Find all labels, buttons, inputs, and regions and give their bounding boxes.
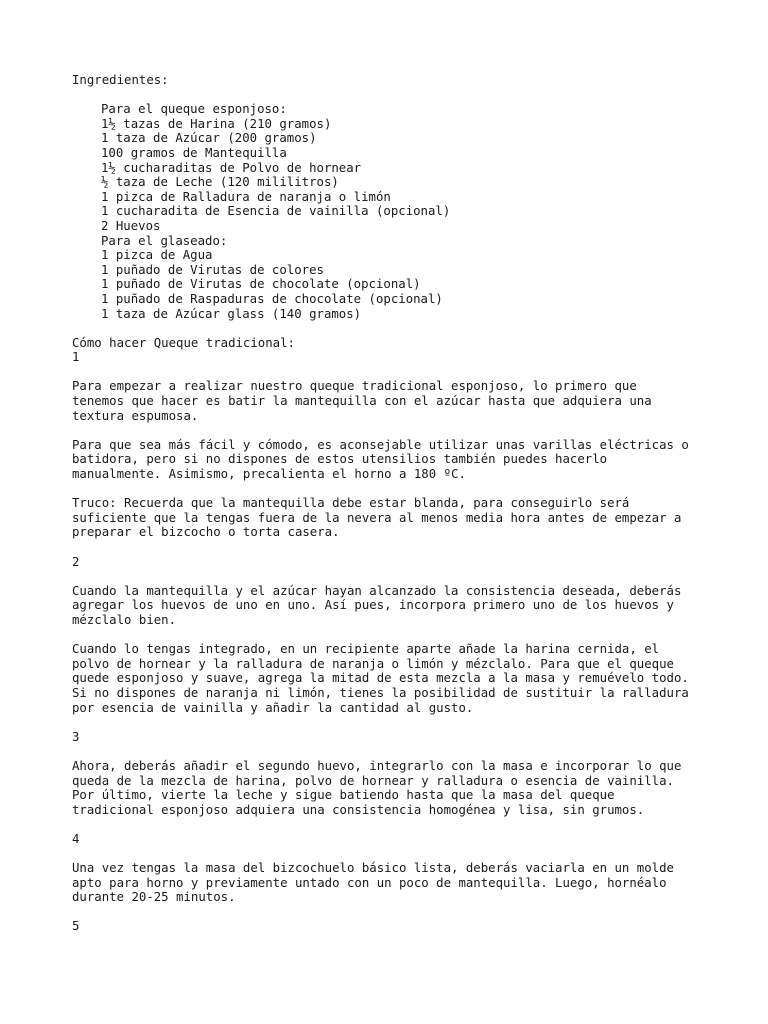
paragraph-line: Para que sea más fácil y cómodo, es aconsejable utilizar unas varillas eléctricas o xyxy=(72,437,689,452)
step-number: 1 xyxy=(72,350,80,365)
document-page xyxy=(72,73,712,934)
spacer xyxy=(72,628,712,643)
glaze-heading: Para el glaseado: xyxy=(101,233,228,248)
ingredient-item: 1 pizca de Ralladura de naranja o limón xyxy=(101,189,391,204)
spacer xyxy=(72,817,712,832)
ingredient-item: 1½ cucharaditas de Polvo de hornear xyxy=(101,160,362,175)
ingredient-item: 2 Huevos xyxy=(101,218,161,233)
ingredient-item: 1 puñado de Virutas de colores xyxy=(101,262,324,277)
paragraph-line: Cuando la mantequilla y el azúcar hayan alcanzado la consistencia deseada, deberás xyxy=(72,583,682,598)
spacer xyxy=(72,482,712,497)
step-number: 3 xyxy=(72,729,80,744)
paragraph-line: mézclalo bien. xyxy=(72,612,177,627)
ingredients-list xyxy=(72,102,712,321)
ingredient-item: 100 gramos de Mantequilla xyxy=(101,145,287,160)
paragraph-line: tenemos que hacer es batir la mantequilla con el azúcar hasta que adquiera una xyxy=(72,394,652,409)
ingredient-item: 1 taza de Azúcar (200 gramos) xyxy=(101,131,317,146)
paragraph-line: polvo de hornear y la ralladura de naranja o limón y mézclalo. Para que el queque xyxy=(72,656,674,671)
spacer xyxy=(72,846,712,861)
spacer xyxy=(72,569,712,584)
tip-paragraph xyxy=(72,496,712,540)
paragraph-line: preparar el bizcocho o torta casera. xyxy=(72,525,340,540)
paragraph-line: quede esponjoso y suave, agrega la mitad de esta mezcla a la masa y remuévelo todo. xyxy=(72,671,689,686)
paragraph-line: queda de la mezcla de harina, polvo de hornear y ralladura o esencia de vainilla. xyxy=(72,773,674,788)
paragraph-line: suficiente que la tengas fuera de la nevera al menos media hora antes de empezar a xyxy=(72,510,682,525)
step-paragraph xyxy=(72,438,712,482)
paragraph-line: Para empezar a realizar nuestro queque tradicional esponjoso, lo primero que xyxy=(72,379,637,394)
spacer xyxy=(72,321,712,336)
ingredient-item: 1½ tazas de Harina (210 gramos) xyxy=(101,116,332,131)
ingredient-item: 1 puñado de Raspaduras de chocolate (opcional) xyxy=(101,291,443,306)
step-paragraph xyxy=(72,861,712,905)
ingredient-item: 1 taza de Azúcar glass (140 gramos) xyxy=(101,306,362,321)
ingredient-item: 1 pizca de Agua xyxy=(101,248,213,263)
spacer xyxy=(72,423,712,438)
spacer xyxy=(72,88,712,103)
step-paragraph xyxy=(72,642,712,715)
paragraph-line: Cuando lo tengas integrado, en un recipiente aparte añade la harina cernida, el xyxy=(72,642,660,657)
paragraph-line: Ahora, deberás añadir el segundo huevo, integrarlo con la masa e incorporar lo que xyxy=(72,758,682,773)
sponge-heading: Para el queque esponjoso: xyxy=(101,102,287,117)
paragraph-line: tradicional esponjoso adquiera una consistencia homogénea y lisa, sin grumos. xyxy=(72,802,645,817)
paragraph-line: agregar los huevos de uno en uno. Así pues, incorpora primero uno de los huevos y xyxy=(72,598,674,613)
paragraph-line: Una vez tengas la masa del bizcochuelo básico lista, deberás vaciarla en un molde xyxy=(72,861,674,876)
paragraph-line: apto para horno y previamente untado con un poco de mantequilla. Luego, hornéalo xyxy=(72,875,667,890)
spacer xyxy=(72,715,712,730)
paragraph-line: Truco: Recuerda que la mantequilla debe estar blanda, para conseguirlo será xyxy=(72,496,630,511)
paragraph-line: Si no dispones de naranja ni limón, tienes la posibilidad de sustituir la ralladura xyxy=(72,685,689,700)
paragraph-line: por esencia de vainilla y añadir la cantidad al gusto. xyxy=(72,700,474,715)
step-paragraph xyxy=(72,759,712,817)
step-paragraph xyxy=(72,584,712,628)
spacer xyxy=(72,365,712,380)
spacer xyxy=(72,905,712,920)
step-paragraph xyxy=(72,379,712,423)
ingredients-heading: Ingredientes: xyxy=(72,73,169,87)
step-number: 4 xyxy=(72,831,80,846)
paragraph-line: batidora, pero si no dispones de estos utensilios también puedes hacerlo xyxy=(72,452,608,467)
ingredient-item: 1 puñado de Virutas de chocolate (opcional) xyxy=(101,277,421,292)
paragraph-line: Por último, vierte la leche y sigue batiendo hasta que la masa del queque xyxy=(72,788,615,803)
paragraph-line: textura espumosa. xyxy=(72,408,199,423)
ingredient-item: 1 cucharadita de Esencia de vainilla (opcional) xyxy=(101,204,451,219)
step-number: 2 xyxy=(72,554,80,569)
paragraph-line: manualmente. Asimismo, precalienta el horno a 180 ºC. xyxy=(72,467,466,482)
howto-heading: Cómo hacer Queque tradicional: xyxy=(72,335,295,350)
spacer xyxy=(72,540,712,555)
paragraph-line: durante 20-25 minutos. xyxy=(72,890,236,905)
spacer xyxy=(72,744,712,759)
ingredient-item: ½ taza de Leche (120 mililitros) xyxy=(101,175,339,190)
step-number: 5 xyxy=(72,919,80,934)
